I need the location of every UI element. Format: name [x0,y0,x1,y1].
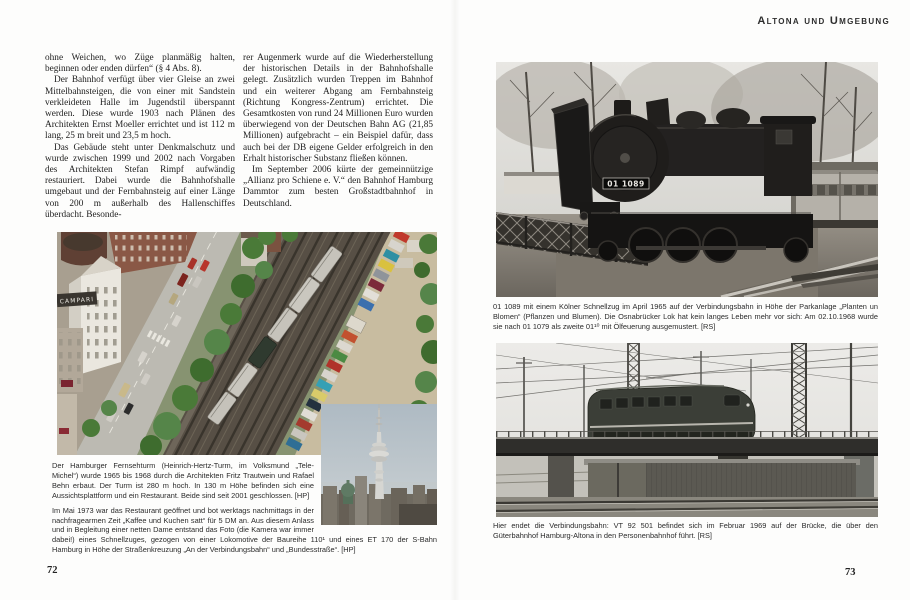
steam-photo-graphic [496,62,878,297]
body-paragraph: Im September 2006 kürte der gemeinnützige „Allianz pro Schiene e. V.“ den Bahnhof Hamburg Dammtor zum besten Großstadtbahnhof in Deutschland. [243,165,433,209]
shed [584,459,860,499]
tv-tower-graphic [321,404,437,525]
foreground-tracks [496,497,878,517]
page-number-right: 73 [845,567,856,578]
diesel-railcar-photo [496,343,878,517]
page-number-left: 72 [47,565,58,576]
body-paragraph: ohne Weichen, wo Züge planmäßig halten, beginnen oder enden dürfen“ (§ 4 Abs. 8). [45,53,235,75]
steam-locomotive-photo [496,62,878,297]
diesel-photo-graphic [496,343,878,517]
running-head: Altona und Umgebung [757,15,890,27]
body-paragraph: Der Bahnhof verfügt über vier Gleise an zwei Mittelbahnsteigen, die von einer mit Sandstein verkleideten Halle im Jugendstil überspannt werden. Diese wurde 1903 nach Plänen des Architekten Ernst Moeller errichtet und ist 112 m lang, 25 m breit und 23,5 m hoch. [45,75,235,142]
body-column-1 [45,53,235,221]
body-paragraph: Das Gebäude steht unter Denkmalschutz und wurde zwischen 1999 und 2002 nach Vorgaben des Architekten Stefan Rimpf aufwändig restauriert. Dabei wurde die Bahnhofshalle umgebaut und der Fernbahnsteig auf einer Länge von 200 m außerhalb des Hallenschiffes überdacht. Besonde- [45,142,235,220]
left-captions [52,461,437,555]
campari-sign: CAMPARI [59,296,95,306]
caption-steam-loco: 01 1089 mit einem Kölner Schnellzug im April 1965 auf der Verbindungsbahn in Höhe der Parkanlage „Planten un Blomen“ (Pflanzen und Blumen). Die Osnabrücker Lok hat kein langes Leben mehr vor sich: Am 02.10.1968 wurde sie nach 01 1079 als zweite 01¹⁰ mit Ölfeuerung ausgemustert. [RS] [493,302,878,331]
body-text [45,53,433,221]
tv-tower-photo [321,404,437,525]
bridge [496,431,878,456]
caption-diesel-railcar: Hier endet die Verbindungsbahn: VT 92 501 befindet sich im Februar 1969 auf der Brücke, die über den Güterbahnhof Hamburg-Altona in den Personenbahnhof führt. [RS] [493,521,878,540]
body-column-2 [243,53,433,221]
caption-schnellzug: Im Mai 1973 war das Restaurant geöffnet und bot werktags nachmittags in der nachfragearmen Zeit „Kaffee und Kuchen satt“ für 5 DM an. Aus diesem Anlass und in Begleitung einer netten Dame entstand das Foto (die Kamera war immer dabei!) eines Schnellzuges, gezogen von einer Lokomotive der Baureihe 110¹ und eines ET 170 der S-Bahn Hamburg in Höhe der Straßenkreuzung „An der Verbindungsbahn“ und „Bundesstraße“. [HP] [52,505,437,555]
body-paragraph: rer Augenmerk wurde auf die Wiederherstellung der historischen Details in der Bahnhofshalle gelegt. Zusätzlich wurden Treppen im Bahnhof und ein weiterer Abgang am Fernbahnsteig (Richtung Kongress-Zentrum) errichtet. Die Gesamtkosten von rund 24 Millionen Euro wurden überwiegend von der Deutschen Bahn AG (21,85 Millionen) aufgebracht – ein Beispiel dafür, dass auch bei der DB eigene Gelder erfolgreich in den Erhalt historischer Substanz fließen können. [243,53,433,164]
page-right [455,0,910,600]
loco-number-plate: 01 1089 [607,179,645,189]
page-gutter [450,0,460,600]
caption-fernsehturm: Der Hamburger Fernsehturm (Heinrich-Hertz-Turm, im Volksmund „Tele-Michel“) wurde 1965 bis 1968 durch die Architekten Fritz Trautwein und Rafael Behn erbaut. Der Turm ist 280 m hoch. In 130 m Höhe befinden sich eine Aussichtsplattform und ein Restaurant. Beide sind seit 2001 geschlossen. [HP] [52,461,314,500]
